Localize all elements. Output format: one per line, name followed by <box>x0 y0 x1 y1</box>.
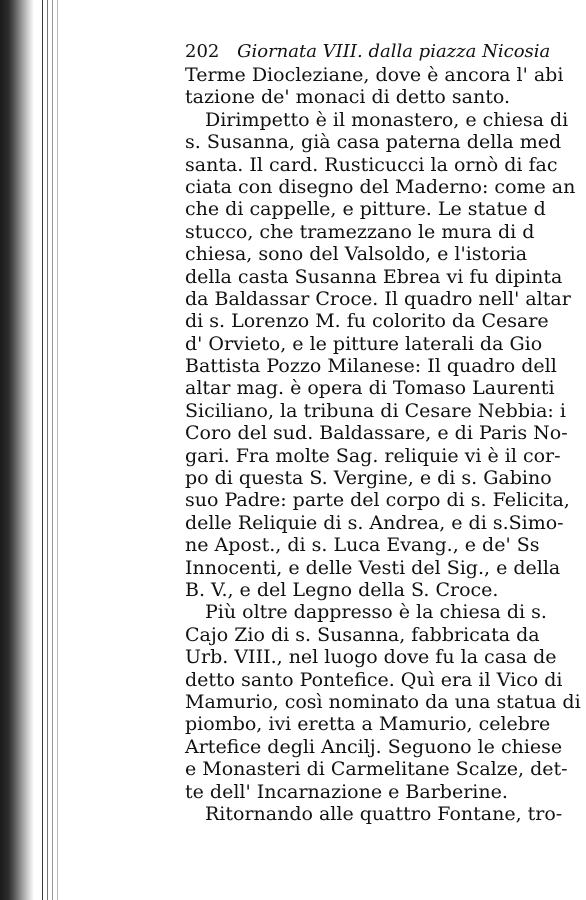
page-number: 202 <box>185 41 220 62</box>
text-line: da Baldassar Croce. Il quadro nell' altar <box>185 287 571 310</box>
binding-gutter <box>0 0 34 900</box>
text-line: suo Padre: parte del corpo di s. Felicita, <box>185 489 570 512</box>
text-line: detto santo Pontefice. Quì era il Vico di <box>185 668 563 691</box>
text-line: altar mag. è opera di Tomaso Laurenti <box>185 377 555 400</box>
text-line: B. V., e del Legno della S. Croce. <box>185 578 499 601</box>
text-line: d' Orvieto, e le pitture laterali da Gio <box>185 332 543 355</box>
text-line: Innocenti, e delle Vesti del Sig., e della <box>185 556 561 579</box>
page-edge-line <box>47 0 48 900</box>
text-line: po di questa S. Vergine, e di s. Gabino <box>185 467 552 490</box>
text-line: che di cappelle, e pitture. Le statue d <box>185 198 546 221</box>
text-line: stucco, che tramezzano le mura di d <box>185 220 535 243</box>
text-line: Cajo Zio di s. Susanna, fabbricata da <box>185 623 540 646</box>
text-line: gari. Fra molte Sag. reliquie vi è il cor- <box>185 444 561 467</box>
text-line: di s. Lorenzo M. fu colorito da Cesare <box>185 310 549 333</box>
page-edge-line <box>57 0 58 900</box>
text-line: ciata con disegno del Maderno: come an <box>185 175 576 198</box>
text-line: e Monasteri di Carmelitane Scalze, det- <box>185 758 568 781</box>
text-line: Urb. VIII., nel luogo dove fu la casa de <box>185 646 557 669</box>
text-line: te dell' Incarnazione e Barberine. <box>185 780 508 803</box>
text-line: delle Reliquie di s. Andrea, e di s.Simo- <box>185 511 564 534</box>
text-line: Mamurio, così nominato da una statua di <box>185 690 581 713</box>
text-line: Più oltre dappresso è la chiesa di s. <box>205 601 547 624</box>
running-title: Giornata VIII. dalla piazza Nicosia <box>237 41 551 62</box>
text-line: s. Susanna, già casa paterna della med <box>185 131 562 154</box>
text-line: Battista Pozzo Milanese: Il quadro dell <box>185 355 557 378</box>
text-line: piombo, ivi eretta a Mamurio, celebre <box>185 713 551 736</box>
text-line: della casta Susanna Ebrea vi fu dipinta <box>185 265 563 288</box>
text-line: chiesa, sono del Valsoldo, e l'istoria <box>185 243 528 266</box>
page-edge-line <box>52 0 53 900</box>
text-line: Terme Diocleziane, dove è ancora l' abi <box>185 64 564 86</box>
text-line: Artefice degli Ancilj. Seguono le chiese <box>185 735 563 758</box>
text-line: tazione de' monaci di detto santo. <box>185 86 510 109</box>
text-line: Siciliano, la tribuna di Cesare Nebbia: i <box>185 399 566 422</box>
text-lines <box>185 64 586 825</box>
text-line: santa. Il card. Rusticucci la ornò di fac <box>185 153 558 176</box>
text-line: ne Apost., di s. Luca Evang., e de' Ss <box>185 534 540 557</box>
page-edge-line <box>42 0 43 900</box>
text-line: Ritornando alle quattro Fontane, tro- <box>205 802 563 825</box>
page-header <box>185 40 586 64</box>
page-text <box>185 40 586 825</box>
text-line: Coro del sud. Baldassare, e di Paris No- <box>185 422 568 445</box>
text-line: Dirimpetto è il monastero, e chiesa di <box>205 108 569 131</box>
